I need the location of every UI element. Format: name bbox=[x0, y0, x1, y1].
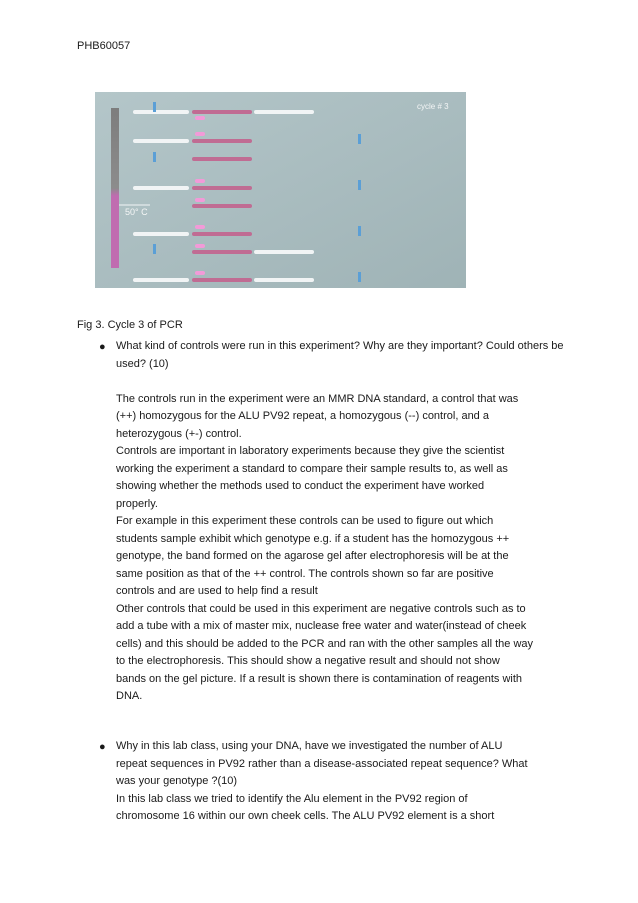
q1-answer-line: same position as that of the ++ control. The controls shown so far are positive bbox=[116, 567, 494, 580]
q1-answer-line: Other controls that could be used in this experiment are negative controls such as to bbox=[116, 602, 526, 615]
q1-answer-line: genotype, the band formed on the agarose gel after electrophoresis will be at the bbox=[116, 550, 509, 562]
q1-answer-line: controls and are used to help find a result bbox=[116, 585, 318, 597]
bullet-1-icon: ● bbox=[99, 341, 106, 353]
q1-answer-line: For example in this experiment these controls can be used to figure out which bbox=[116, 515, 494, 527]
q1-answer-line: bands on the gel picture. If a result is shown there is contamination of reagents with bbox=[116, 672, 523, 685]
question-1-answer bbox=[116, 391, 566, 706]
bullet-2-icon: ● bbox=[99, 741, 106, 753]
q1-answer-line: (++) homozygous for the ALU PV92 repeat, a homozygous (--) control, and a bbox=[116, 410, 489, 422]
q1-answer-line: cells) and this should be added to the PCR and ran with the other samples all the way bbox=[116, 637, 534, 650]
question-2-answer bbox=[116, 791, 566, 826]
q1-answer-line: DNA. bbox=[116, 690, 143, 702]
question-1: What kind of controls were run in this experiment? Why are they important? Could others be used? (10) bbox=[116, 340, 564, 370]
thermometer bbox=[111, 108, 119, 268]
q2-question-line: repeat sequences in PV92 rather than a disease-associated repeat sequence? What bbox=[116, 757, 528, 770]
cycle-label: cycle # 3 bbox=[417, 102, 449, 111]
q1-answer-line: to the electrophoresis. This should show a negative result and should not show bbox=[116, 655, 500, 667]
q1-answer-line: The controls run in the experiment were an MMR DNA standard, a control that was bbox=[116, 392, 519, 405]
page-header: PHB60057 bbox=[77, 40, 131, 52]
q1-answer-line: properly. bbox=[116, 497, 158, 510]
q1-answer-line: showing whether the methods used to conduct the experiment have worked bbox=[116, 480, 485, 492]
q2-question-line: was your genotype ?(10) bbox=[116, 775, 238, 787]
q1-answer-line: add a tube with a mix of master mix, nuclease free water and water(instead of cheek bbox=[116, 620, 527, 632]
q1-answer-line: heterozygous (+-) control. bbox=[116, 427, 242, 440]
q2-question-line: Why in this lab class, using your DNA, have we investigated the number of ALU bbox=[116, 740, 503, 752]
q1-answer-line: students sample exhibit which genotype e.g. if a student has the homozygous ++ bbox=[116, 532, 510, 545]
question-2-block bbox=[116, 738, 566, 826]
q1-answer-line: working the experiment a standard to compare their sample results to, as well as bbox=[116, 462, 508, 475]
temperature-label: 50° C bbox=[125, 207, 148, 217]
question-2 bbox=[116, 738, 566, 791]
figure-caption: Fig 3. Cycle 3 of PCR bbox=[77, 319, 183, 331]
q1-answer-line: Controls are important in laboratory experiments because they give the scientist bbox=[116, 445, 505, 457]
q2-answer-line: chromosome 16 within our own cheek cells. The ALU PV92 element is a short bbox=[116, 810, 495, 822]
q2-answer-line: In this lab class we tried to identify the Alu element in the PV92 region of bbox=[116, 792, 468, 805]
question-1-block bbox=[116, 338, 566, 706]
pcr-cycle-figure bbox=[95, 92, 466, 288]
